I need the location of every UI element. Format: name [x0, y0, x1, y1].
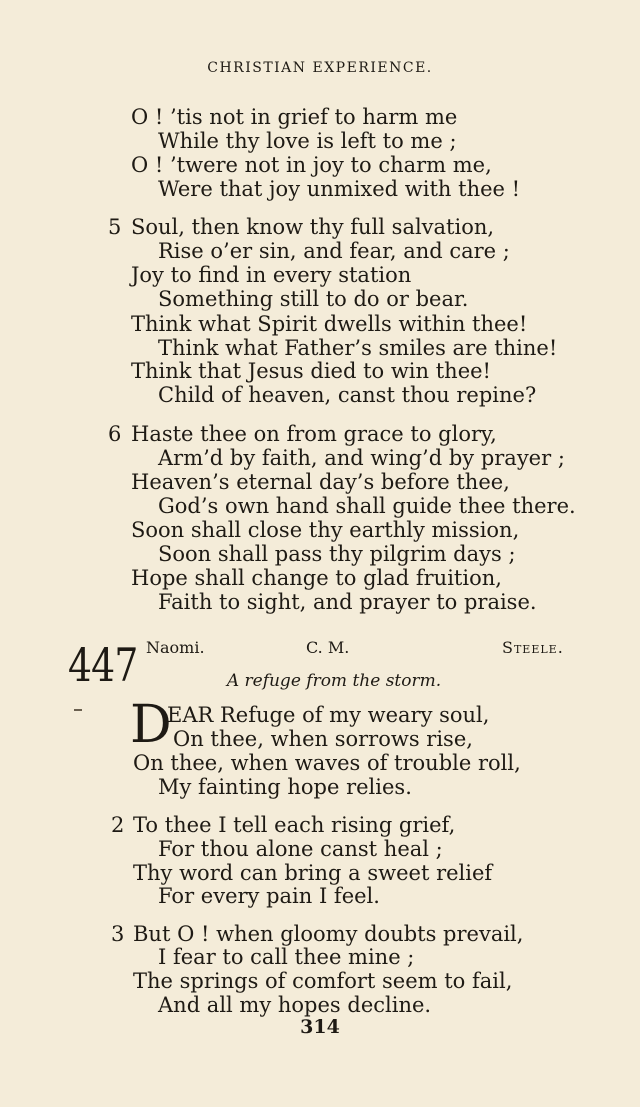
verse-line: God’s own hand shall guide thee there.	[158, 494, 576, 518]
verse-line: Joy to find in every station	[131, 263, 412, 287]
print-mark	[74, 709, 82, 711]
verse-line: Child of heaven, canst thou repine?	[158, 383, 537, 407]
running-head: CHRISTIAN EXPERIENCE.	[207, 60, 433, 76]
hymn-number: 447	[68, 638, 138, 692]
verse-line: On thee, when waves of trouble roll,	[133, 751, 521, 775]
verse-line: Arm’d by faith, and wing’d by prayer ;	[158, 446, 565, 470]
verse-line: Were that joy unmixed with thee !	[158, 177, 521, 201]
verse-line: The springs of comfort seem to fail,	[133, 969, 513, 993]
verse-number: 3	[111, 922, 125, 946]
drop-cap: D	[130, 695, 172, 755]
verse-line: For every pain I feel.	[158, 884, 380, 908]
page-number: 314	[300, 1016, 340, 1038]
verse-number: 2	[111, 813, 125, 837]
verse-line: Heaven’s eternal day’s before thee,	[131, 470, 510, 494]
author: Steele.	[502, 638, 564, 657]
verse-line: While thy love is left to me ;	[158, 129, 457, 153]
verse-line: Hope shall change to glad fruition,	[131, 566, 502, 590]
verse-line: Faith to sight, and prayer to praise.	[158, 590, 537, 614]
verse-line: And all my hopes decline.	[158, 993, 432, 1017]
verse-line: But O ! when gloomy doubts prevail,	[133, 922, 524, 946]
verse-line: EAR Refuge of my weary soul,	[167, 703, 490, 727]
verse-number: 5	[108, 215, 122, 239]
verse-line: Soon shall close thy earthly mission,	[131, 518, 520, 542]
verse-line: Something still to do or bear.	[158, 287, 469, 311]
verse-line: To thee I tell each rising grief,	[133, 813, 456, 837]
verse-line: For thou alone canst heal ;	[158, 837, 443, 861]
meter: C. M.	[306, 638, 350, 657]
verse-line: On thee, when sorrows rise,	[173, 727, 473, 751]
verse-line: I fear to call thee mine ;	[158, 945, 415, 969]
hymn-subtitle: A refuge from the storm.	[226, 671, 442, 691]
verse-line: Soon shall pass thy pilgrim days ;	[158, 542, 516, 566]
verse-line: Haste thee on from grace to glory,	[131, 422, 497, 446]
verse-line: O ! ’twere not in joy to charm me,	[131, 153, 492, 177]
verse-line: Think that Jesus died to win thee!	[131, 359, 491, 383]
tune-name: Naomi.	[146, 638, 205, 657]
verse-line: Think what Father’s smiles are thine!	[158, 336, 558, 360]
verse-line: Soul, then know thy full salvation,	[131, 215, 495, 239]
verse-line: Thy word can bring a sweet relief	[133, 861, 493, 885]
verse-line: My fainting hope relies.	[158, 775, 412, 799]
verse-line: O ! ’tis not in grief to harm me	[131, 105, 458, 129]
verse-line: Think what Spirit dwells within thee!	[131, 312, 528, 336]
verse-number: 6	[108, 422, 122, 446]
verse-line: Rise o’er sin, and fear, and care ;	[158, 239, 510, 263]
